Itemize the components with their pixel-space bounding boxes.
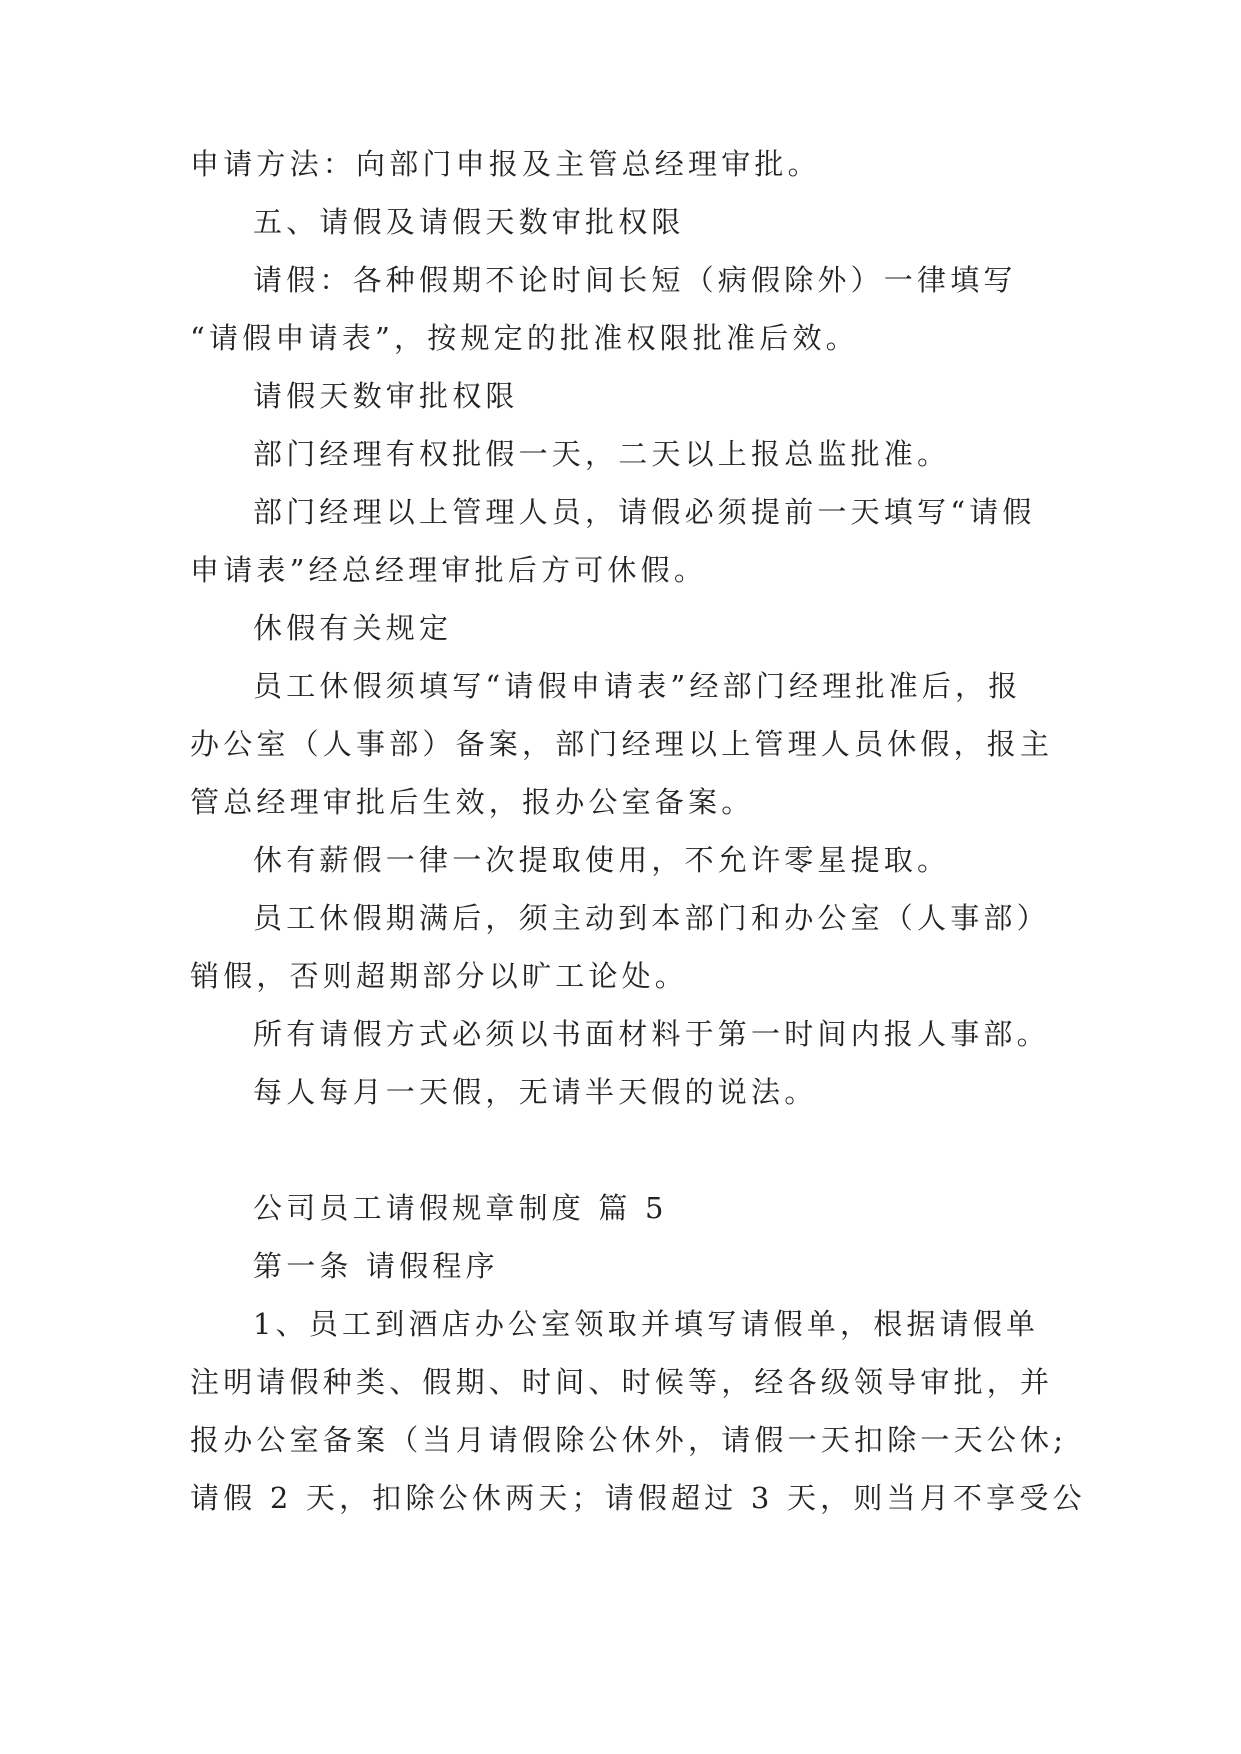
paragraph-line: 管总经理审批后生效，报办公室备案。: [190, 785, 755, 819]
paragraph-line: 请假：各种假期不论时间长短（病假除外）一律填写: [253, 263, 1017, 297]
paragraph-line: 每人每月一天假，无请半天假的说法。: [253, 1075, 818, 1109]
paragraph-line: 休有薪假一律一次提取使用，不允许零星提取。: [253, 843, 951, 877]
paragraph-line: 办公室（人事部）备案，部门经理以上管理人员休假，报主: [190, 727, 1054, 761]
section-heading: 五、请假及请假天数审批权限: [253, 205, 685, 239]
paragraph-line: 1、员工到酒店办公室领取并填写请假单，根据请假单: [253, 1307, 1040, 1341]
subheading: 休假有关规定: [253, 611, 453, 645]
paragraph-line: 注明请假种类、假期、时间、时候等，经各级领导审批，并: [190, 1365, 1054, 1399]
paragraph-line: 所有请假方式必须以书面材料于第一时间内报人事部。: [253, 1017, 1050, 1051]
paragraph-line: 申请方法：向部门申报及主管总经理审批。: [190, 147, 821, 181]
paragraph-line: 员工休假期满后，须主动到本部门和办公室（人事部）: [253, 901, 1050, 935]
paragraph-line: 销假，否则超期部分以旷工论处。: [190, 959, 689, 993]
paragraph-line: 报办公室备案（当月请假除公休外，请假一天扣除一天公休;: [190, 1423, 1068, 1457]
paragraph-line: 部门经理有权批假一天，二天以上报总监批准。: [253, 437, 951, 471]
article-title: 公司员工请假规章制度 篇 5: [253, 1191, 668, 1225]
subheading: 请假天数审批权限: [253, 379, 519, 413]
paragraph-line: 部门经理以上管理人员，请假必须提前一天填写“请假: [253, 495, 1036, 529]
paragraph-line: 请假 2 天，扣除公休两天；请假超过 3 天，则当月不享受公: [190, 1481, 1086, 1515]
section-heading: 第一条 请假程序: [253, 1249, 499, 1283]
paragraph-line: 申请表”经总经理审批后方可休假。: [190, 553, 708, 587]
paragraph-line: 员工休假须填写“请假申请表”经部门经理批准后，报: [253, 669, 1022, 703]
paragraph-line: “请假申请表”，按规定的批准权限批准后效。: [190, 321, 859, 355]
